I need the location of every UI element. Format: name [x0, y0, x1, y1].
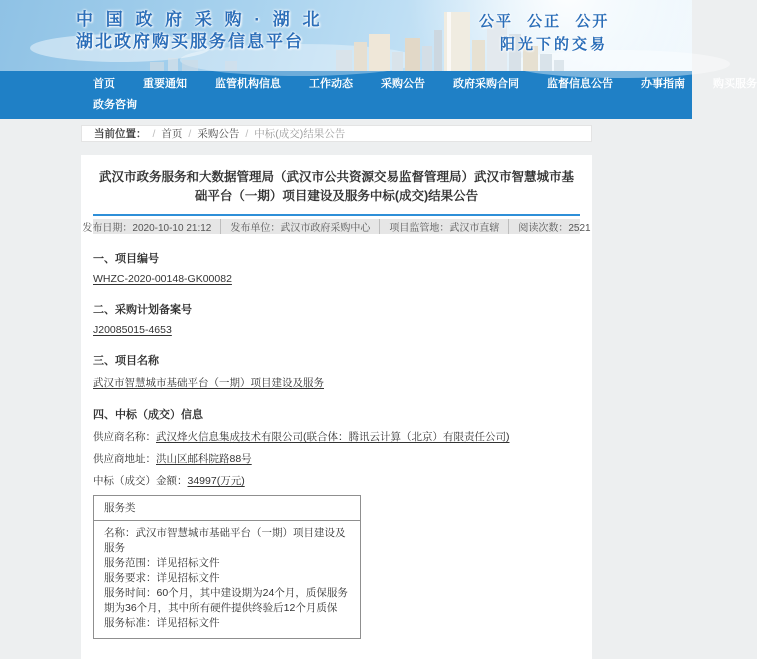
nav-item-regulator-info[interactable]: 监管机构信息: [215, 78, 281, 90]
supplier-address-value: 洪山区邮科院路88号: [156, 452, 252, 465]
nav-row-1: [93, 76, 757, 92]
site-slogan: [479, 10, 609, 56]
breadcrumb: [81, 125, 592, 142]
breadcrumb-separator: /: [245, 127, 249, 140]
nav-item-procurement-announcements[interactable]: 采购公告: [381, 78, 425, 90]
meta-supervision-area-label: 项目监管地：: [389, 222, 450, 234]
nav-item-supervision-announcements[interactable]: 监督信息公告: [547, 78, 613, 90]
site-title-line2: 湖北政府购买服务信息平台: [76, 32, 304, 51]
supplier-name-line: [93, 430, 580, 444]
slogan-line1: 公平 公正 公开: [479, 13, 610, 30]
service-name-row: 名称：武汉市智慧城市基础平台（一期）项目建设及服务: [104, 526, 346, 554]
service-requirement-row: 服务要求：详见招标文件: [104, 571, 220, 584]
project-number-value: WHZC-2020-00148-GK00082: [93, 272, 232, 285]
nav-item-purchase-services[interactable]: 购买服务: [713, 78, 757, 90]
breadcrumb-home-link[interactable]: 首页: [161, 128, 183, 140]
slogan-line2: 阳光下的交易: [500, 36, 609, 53]
main-navbar: [0, 71, 757, 119]
meta-publish-unit-label: 发布单位：: [230, 222, 281, 234]
service-standard-row: 服务标准：详见招标文件: [104, 616, 220, 629]
supplier-name-label: 供应商名称：: [93, 430, 156, 443]
supplier-address-label: 供应商地址：: [93, 452, 156, 465]
meta-supervision-area: [379, 219, 508, 234]
breadcrumb-label: 当前位置：: [94, 128, 147, 140]
award-amount-value: 34997(万元): [187, 474, 245, 487]
meta-read-count-label: 阅读次数：: [518, 222, 569, 234]
meta-publish-unit: [220, 219, 379, 234]
meta-read-count-value: 2521: [568, 222, 591, 234]
section-2-heading: 二、采购计划备案号: [93, 303, 192, 316]
article-title: 武汉市政务服务和大数据管理局（武汉市公共资源交易监督管理局）武汉市智慧城市基础平台（一期）项目建设及服务中标(成交)结果公告: [98, 170, 574, 204]
meta-publish-date-label: 发布日期：: [82, 222, 133, 234]
nav-item-gov-consultation[interactable]: 政务咨询: [93, 99, 137, 111]
nav-item-work-updates[interactable]: 工作动态: [309, 78, 353, 90]
title-divider: [93, 214, 580, 216]
site-logo-title: [76, 9, 323, 53]
supplier-address-line: [93, 452, 580, 466]
service-duration-row: 服务时间：60个月，其中建设期为24个月，质保服务期为36个月，其中所有硬件提供终验后12个月质保: [104, 586, 348, 614]
award-amount-line: [93, 474, 580, 488]
article-container: [81, 155, 592, 659]
site-title-line1: 中 国 政 府 采 购 · 湖 北: [76, 10, 324, 29]
service-category-header: 服务类: [94, 496, 360, 521]
breadcrumb-current-page: 中标(成交)结果公告: [254, 128, 346, 140]
section-4-heading: 四、中标（成交）信息: [93, 408, 203, 421]
supplier-name-value: 武汉烽火信息集成技术有限公司(联合体：腾讯云计算（北京）有限责任公司): [156, 430, 510, 443]
section-3-heading: 三、项目名称: [93, 354, 159, 367]
nav-item-important-notices[interactable]: 重要通知: [143, 78, 187, 90]
service-detail-table: [93, 495, 361, 639]
nav-item-service-guide[interactable]: 办事指南: [641, 78, 685, 90]
service-scope-row: 服务范围：详见招标文件: [104, 556, 220, 569]
section-1-heading: 一、项目编号: [93, 252, 159, 265]
meta-publish-date-value: 2020-10-10 21:12: [132, 222, 212, 234]
project-name-value: 武汉市智慧城市基础平台（一期）项目建设及服务: [93, 376, 324, 389]
service-detail-cell: [94, 521, 360, 638]
article-meta-bar: [82, 219, 591, 234]
nav-item-gov-contracts[interactable]: 政府采购合同: [453, 78, 519, 90]
meta-publish-date: [73, 219, 220, 234]
plan-record-number-value: J20085015-4653: [93, 323, 172, 336]
meta-publish-unit-value: 武汉市政府采购中心: [280, 222, 371, 234]
site-banner: [0, 0, 692, 71]
nav-item-home[interactable]: 首页: [93, 78, 115, 90]
award-amount-label: 中标（成交）金额：: [93, 474, 188, 487]
meta-read-count: [508, 219, 599, 234]
meta-supervision-area-value: 武汉市直辖: [449, 222, 500, 234]
breadcrumb-separator: /: [152, 127, 156, 140]
breadcrumb-separator: /: [188, 127, 192, 140]
nav-row-2: [93, 97, 692, 113]
breadcrumb-announcements-link[interactable]: 采购公告: [197, 128, 240, 140]
